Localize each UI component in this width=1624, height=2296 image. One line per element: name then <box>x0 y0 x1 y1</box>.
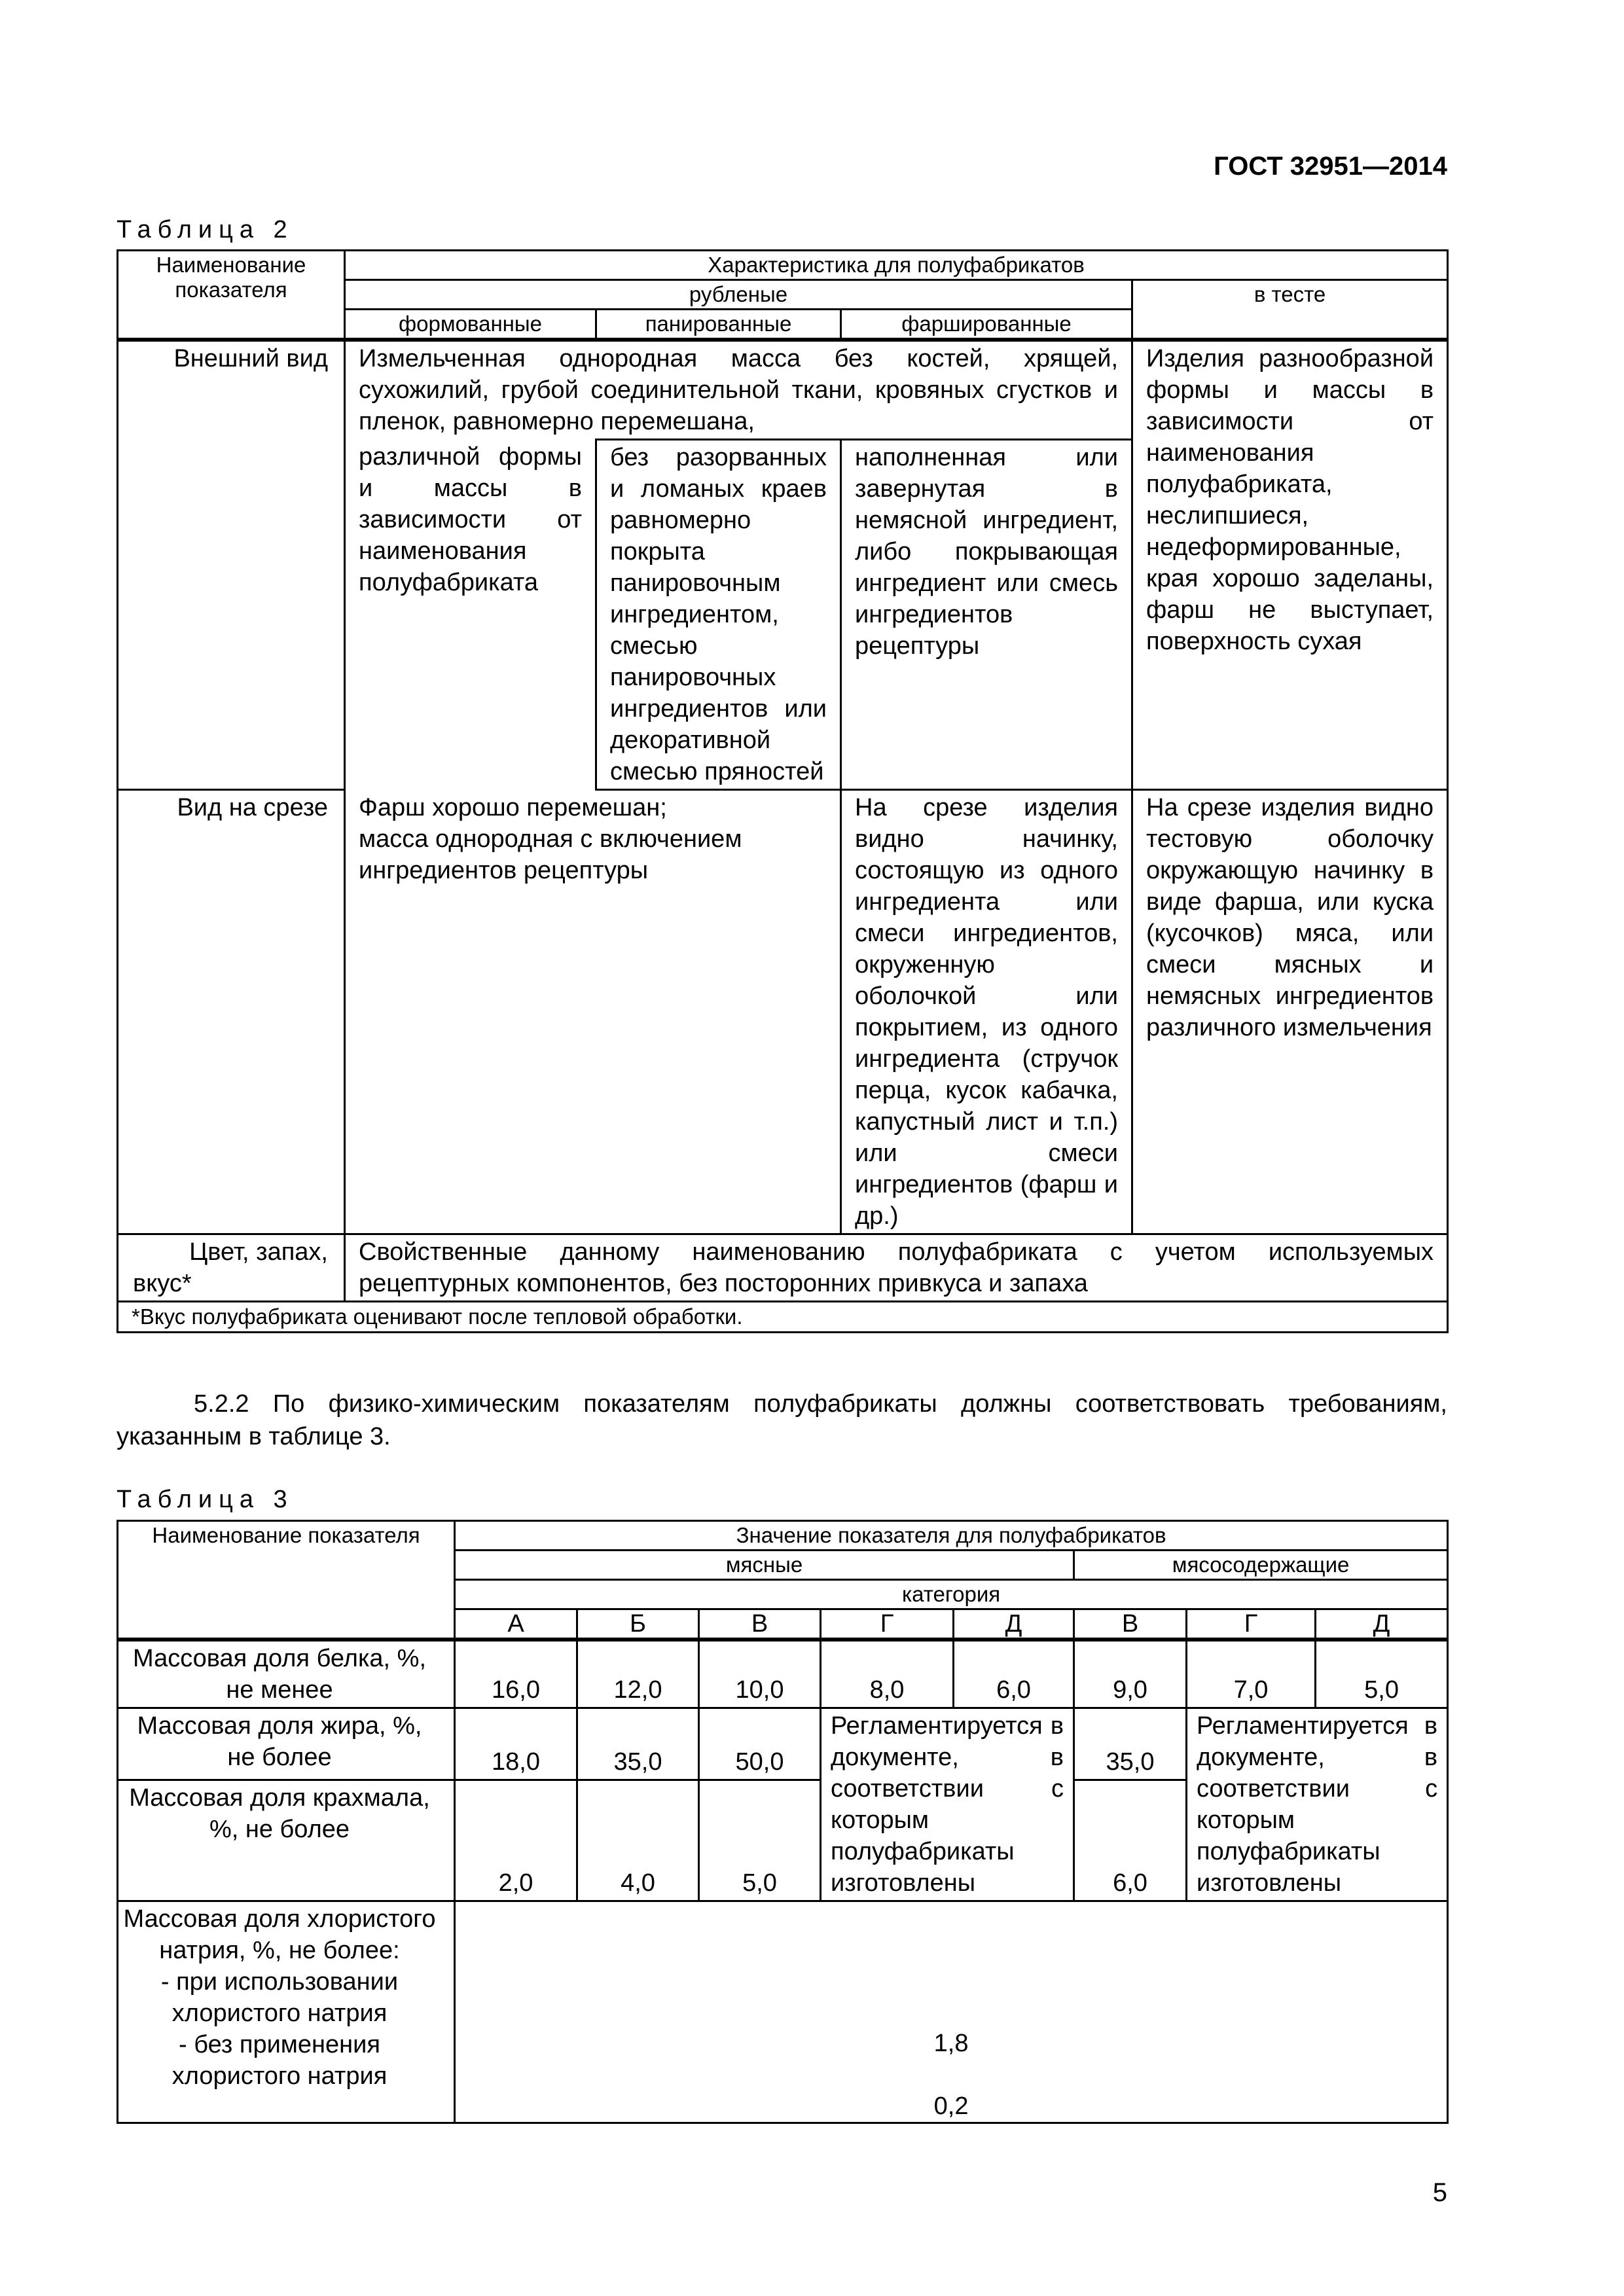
t3-protein-value: 10,0 <box>699 1640 821 1708</box>
page-number: 5 <box>1432 2178 1447 2207</box>
t3-protein-value: 7,0 <box>1187 1640 1316 1708</box>
table-2 <box>117 249 1449 1333</box>
t3-protein-value: 9,0 <box>1074 1640 1187 1708</box>
t2-appearance-name: Внешний вид <box>118 340 345 790</box>
t2-appearance-common: Измельченная однородная масса без костей, хрящей, сухожилий, грубой соединительной ткани, кровяных сгустков и пленок, равномерно перемешана, <box>345 340 1132 440</box>
t3-cat: Г <box>821 1609 954 1640</box>
t3-cat: Д <box>954 1609 1074 1640</box>
t3-head-category: категория <box>455 1580 1448 1609</box>
t2-head-characteristic: Характеристика для полуфабрикатов <box>345 251 1448 280</box>
table-3 <box>117 1520 1449 2124</box>
t2-color-text: Свойственные данному наименованию полуфабриката с учетом используемых рецептурных компонентов, без посторонних привкуса и запаха <box>345 1234 1448 1302</box>
t3-fat-value: 18,0 <box>455 1708 577 1780</box>
t2-color-name-line2: вкус* <box>133 1270 192 1297</box>
t2-color-name-line1: Цвет, запах, <box>189 1238 328 1266</box>
t3-regulated-meat: Регламентируется в документе, в соответствии с которым полуфабрикаты изготовлены <box>821 1708 1074 1901</box>
t2-appearance-breaded: без разорванных и ломаных краев равномерно покрыта панировочным ингредиентом, смесью панировочных ингредиентов или декоративной смесью пряностей <box>596 440 841 790</box>
t3-salt-values <box>455 1901 1448 2123</box>
t3-fat-value: 35,0 <box>1074 1708 1187 1780</box>
t3-head-meat: мясные <box>455 1551 1074 1580</box>
t3-salt-with-label: - при использовании хлористого натрия <box>160 1968 399 2027</box>
t3-regulated-meat-containing: Регламентируется в документе, в соответствии с которым полуфабрикаты изготовлены <box>1187 1708 1448 1901</box>
t3-protein-value: 6,0 <box>954 1640 1074 1708</box>
t3-cat: Б <box>577 1609 699 1640</box>
t3-fat-value: 50,0 <box>699 1708 821 1780</box>
t3-salt-without-label: - без применения хлористого натрия <box>171 2031 388 2090</box>
t3-starch-value: 5,0 <box>699 1780 821 1901</box>
t3-salt-without-value: 0,2 <box>933 2092 969 2120</box>
t2-head-chopped: рубленые <box>345 280 1132 310</box>
t2-head-stuffed: фаршированные <box>841 310 1132 340</box>
t2-color-name <box>118 1234 345 1302</box>
t2-appearance-dough: Изделия разнообразной формы и массы в зависимости от наименования полуфабриката, неслипшиеся, недеформированные, края хорошо заделаны, фарш не выступает, поверхность сухая <box>1132 340 1448 790</box>
t2-appearance-formed: различной формы и массы в зависимости от наименования полуфабриката <box>345 440 596 790</box>
t2-head-indicator: Наименование показателя <box>118 251 345 340</box>
t3-fat-name: Массовая доля жира, %, не более <box>118 1708 455 1780</box>
t3-head-indicator: Наименование показателя <box>118 1521 455 1640</box>
t3-protein-value: 12,0 <box>577 1640 699 1708</box>
paragraph-5-2-2: 5.2.2 По физико-химическим показателям полуфабрикаты должны соответствовать требованиям, указанным в таблице 3. <box>117 1390 1447 1450</box>
t3-cat: В <box>1074 1609 1187 1640</box>
t2-head-formed: формованные <box>345 310 596 340</box>
t3-cat: Д <box>1316 1609 1448 1640</box>
t3-protein-name: Массовая доля белка, %, не менее <box>118 1640 455 1708</box>
t3-protein-value: 5,0 <box>1316 1640 1448 1708</box>
t2-footnote: *Вкус полуфабриката оценивают после тепловой обработки. <box>118 1302 1448 1333</box>
t3-starch-value: 4,0 <box>577 1780 699 1901</box>
t3-protein-value: 8,0 <box>821 1640 954 1708</box>
t3-starch-value: 2,0 <box>455 1780 577 1901</box>
t2-cut-name: Вид на срезе <box>118 790 345 1234</box>
t2-cut-stuffed: На срезе изделия видно начинку, состоящую из одного ингредиента или смеси ингредиентов, окруженную оболочкой или покрытием, из одного ингредиента (стручок перца, кусок кабачка, капустный лист и т.п.) или смеси ингредиентов (фарш и др.) <box>841 790 1132 1234</box>
t3-cat: А <box>455 1609 577 1640</box>
t3-salt-name-cell <box>118 1901 455 2123</box>
t3-salt-name: Массовая доля хлористого натрия, %, не более: <box>123 1905 436 1964</box>
t2-cut-dough: На срезе изделия видно тестовую оболочку окружающую начинку в виде фарша, или куска (кусочков) мяса, или смеси мясных и немясных ингредиентов различного измельчения <box>1132 790 1448 1234</box>
t3-starch-name: Массовая доля крахмала, %, не более <box>118 1780 455 1901</box>
t2-cut-line1: Фарш хорошо перемешан; <box>359 794 667 821</box>
t2-cut-common <box>345 790 841 1234</box>
t2-cut-line2: масса однородная с включением ингредиентов рецептуры <box>359 825 742 884</box>
t3-head-value: Значение показателя для полуфабрикатов <box>455 1521 1448 1551</box>
t3-cat: В <box>699 1609 821 1640</box>
t3-starch-value: 6,0 <box>1074 1780 1187 1901</box>
t3-fat-value: 35,0 <box>577 1708 699 1780</box>
table2-caption: Таблица 2 <box>117 216 294 243</box>
t3-salt-with-value: 1,8 <box>933 2030 969 2057</box>
t2-appearance-stuffed: наполненная или завернутая в немясной ингредиент, либо покрывающая ингредиент или смесь ингредиентов рецептуры <box>841 440 1132 790</box>
t3-head-meat-containing: мясосодержащие <box>1074 1551 1448 1580</box>
document-id: ГОСТ 32951—2014 <box>1214 152 1447 181</box>
t3-cat: Г <box>1187 1609 1316 1640</box>
table3-caption: Таблица 3 <box>117 1486 294 1513</box>
t2-head-breaded: панированные <box>596 310 841 340</box>
t2-head-dough: в тесте <box>1132 280 1448 340</box>
t3-protein-value: 16,0 <box>455 1640 577 1708</box>
